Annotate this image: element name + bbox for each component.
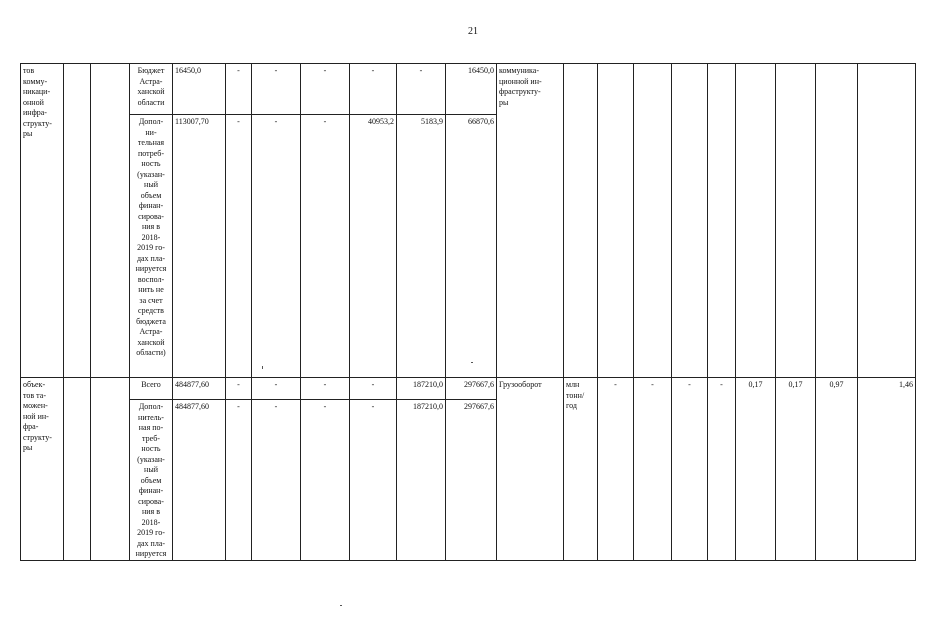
year-value-cell: 5183,9 [397, 115, 446, 378]
total-cell: 16450,0 [173, 64, 226, 115]
empty-cell [91, 378, 130, 561]
funding-source-cell: Всего [130, 378, 173, 400]
empty-cell [64, 378, 91, 561]
scan-speck [471, 362, 473, 363]
year-value-cell: - [350, 378, 397, 400]
empty-cell [91, 64, 130, 378]
unit-cell [564, 64, 598, 378]
funding-source-cell: Допол- ни- тельная потреб- ность (указан- ный объем финан- сирова- ния в 2018- 2019 го- дах пла- нируется воспол- нить не за счет средств бюджета Астра- ханской области) [130, 115, 173, 378]
year-value-cell: - [252, 400, 301, 561]
indicator-value-cell: - [672, 378, 708, 561]
document-table [20, 63, 916, 561]
scan-speck [262, 366, 263, 369]
indicator-value-cell [672, 64, 708, 378]
total-cell: 484877,60 [173, 378, 226, 400]
indicator-cell: Грузооборот [497, 378, 564, 561]
indicator-value-cell: 0,97 [816, 378, 858, 561]
scan-speck [340, 605, 342, 606]
year-value-cell: 297667,6 [446, 400, 497, 561]
year-value-cell: 297667,6 [446, 378, 497, 400]
indicator-value-cell [708, 64, 736, 378]
year-value-cell: - [350, 400, 397, 561]
indicator-value-cell: 0,17 [736, 378, 776, 561]
year-value-cell: - [226, 400, 252, 561]
indicator-value-cell [816, 64, 858, 378]
indicator-value-cell [736, 64, 776, 378]
indicator-value-cell [858, 64, 916, 378]
table-row [21, 378, 916, 400]
total-cell: 484877,60 [173, 400, 226, 561]
year-value-cell: 16450,0 [446, 64, 497, 115]
year-value-cell: - [301, 64, 350, 115]
page-number: 21 [468, 26, 478, 37]
year-value-cell: - [226, 64, 252, 115]
year-value-cell: 187210,0 [397, 378, 446, 400]
year-value-cell: 40953,2 [350, 115, 397, 378]
indicator-value-cell: - [708, 378, 736, 561]
year-value-cell: 66870,6 [446, 115, 497, 378]
year-value-cell: - [301, 378, 350, 400]
empty-cell [64, 64, 91, 378]
indicator-value-cell: 1,46 [858, 378, 916, 561]
year-value-cell: - [350, 64, 397, 115]
indicator-value-cell [634, 64, 672, 378]
table-row [21, 64, 916, 115]
year-value-cell: - [226, 115, 252, 378]
year-value-cell: - [397, 64, 446, 115]
indicator-cell: коммуника- ционной ин- фраструкту- ры [497, 64, 564, 378]
year-value-cell: - [226, 378, 252, 400]
year-value-cell: - [301, 115, 350, 378]
indicator-value-cell [776, 64, 816, 378]
year-value-cell: - [301, 400, 350, 561]
funding-source-cell: Бюджет Астра- ханской области [130, 64, 173, 115]
program-name-cell: тов комму- никаци- онной инфра- структу- ры [21, 64, 64, 378]
unit-cell: млн тонн/ год [564, 378, 598, 561]
year-value-cell: 187210,0 [397, 400, 446, 561]
year-value-cell: - [252, 64, 301, 115]
total-cell: 113007,70 [173, 115, 226, 378]
indicator-value-cell: - [598, 378, 634, 561]
year-value-cell: - [252, 115, 301, 378]
indicator-value-cell: 0,17 [776, 378, 816, 561]
funding-source-cell: Допол- нитель- ная по- треб- ность (указан- ный объем финан- сирова- ния в 2018- 2019 го- дах пла- нируется [130, 400, 173, 561]
program-name-cell: объек- тов та- можен- ной ин- фра- структу- ры [21, 378, 64, 561]
year-value-cell: - [252, 378, 301, 400]
indicator-value-cell [598, 64, 634, 378]
indicator-value-cell: - [634, 378, 672, 561]
